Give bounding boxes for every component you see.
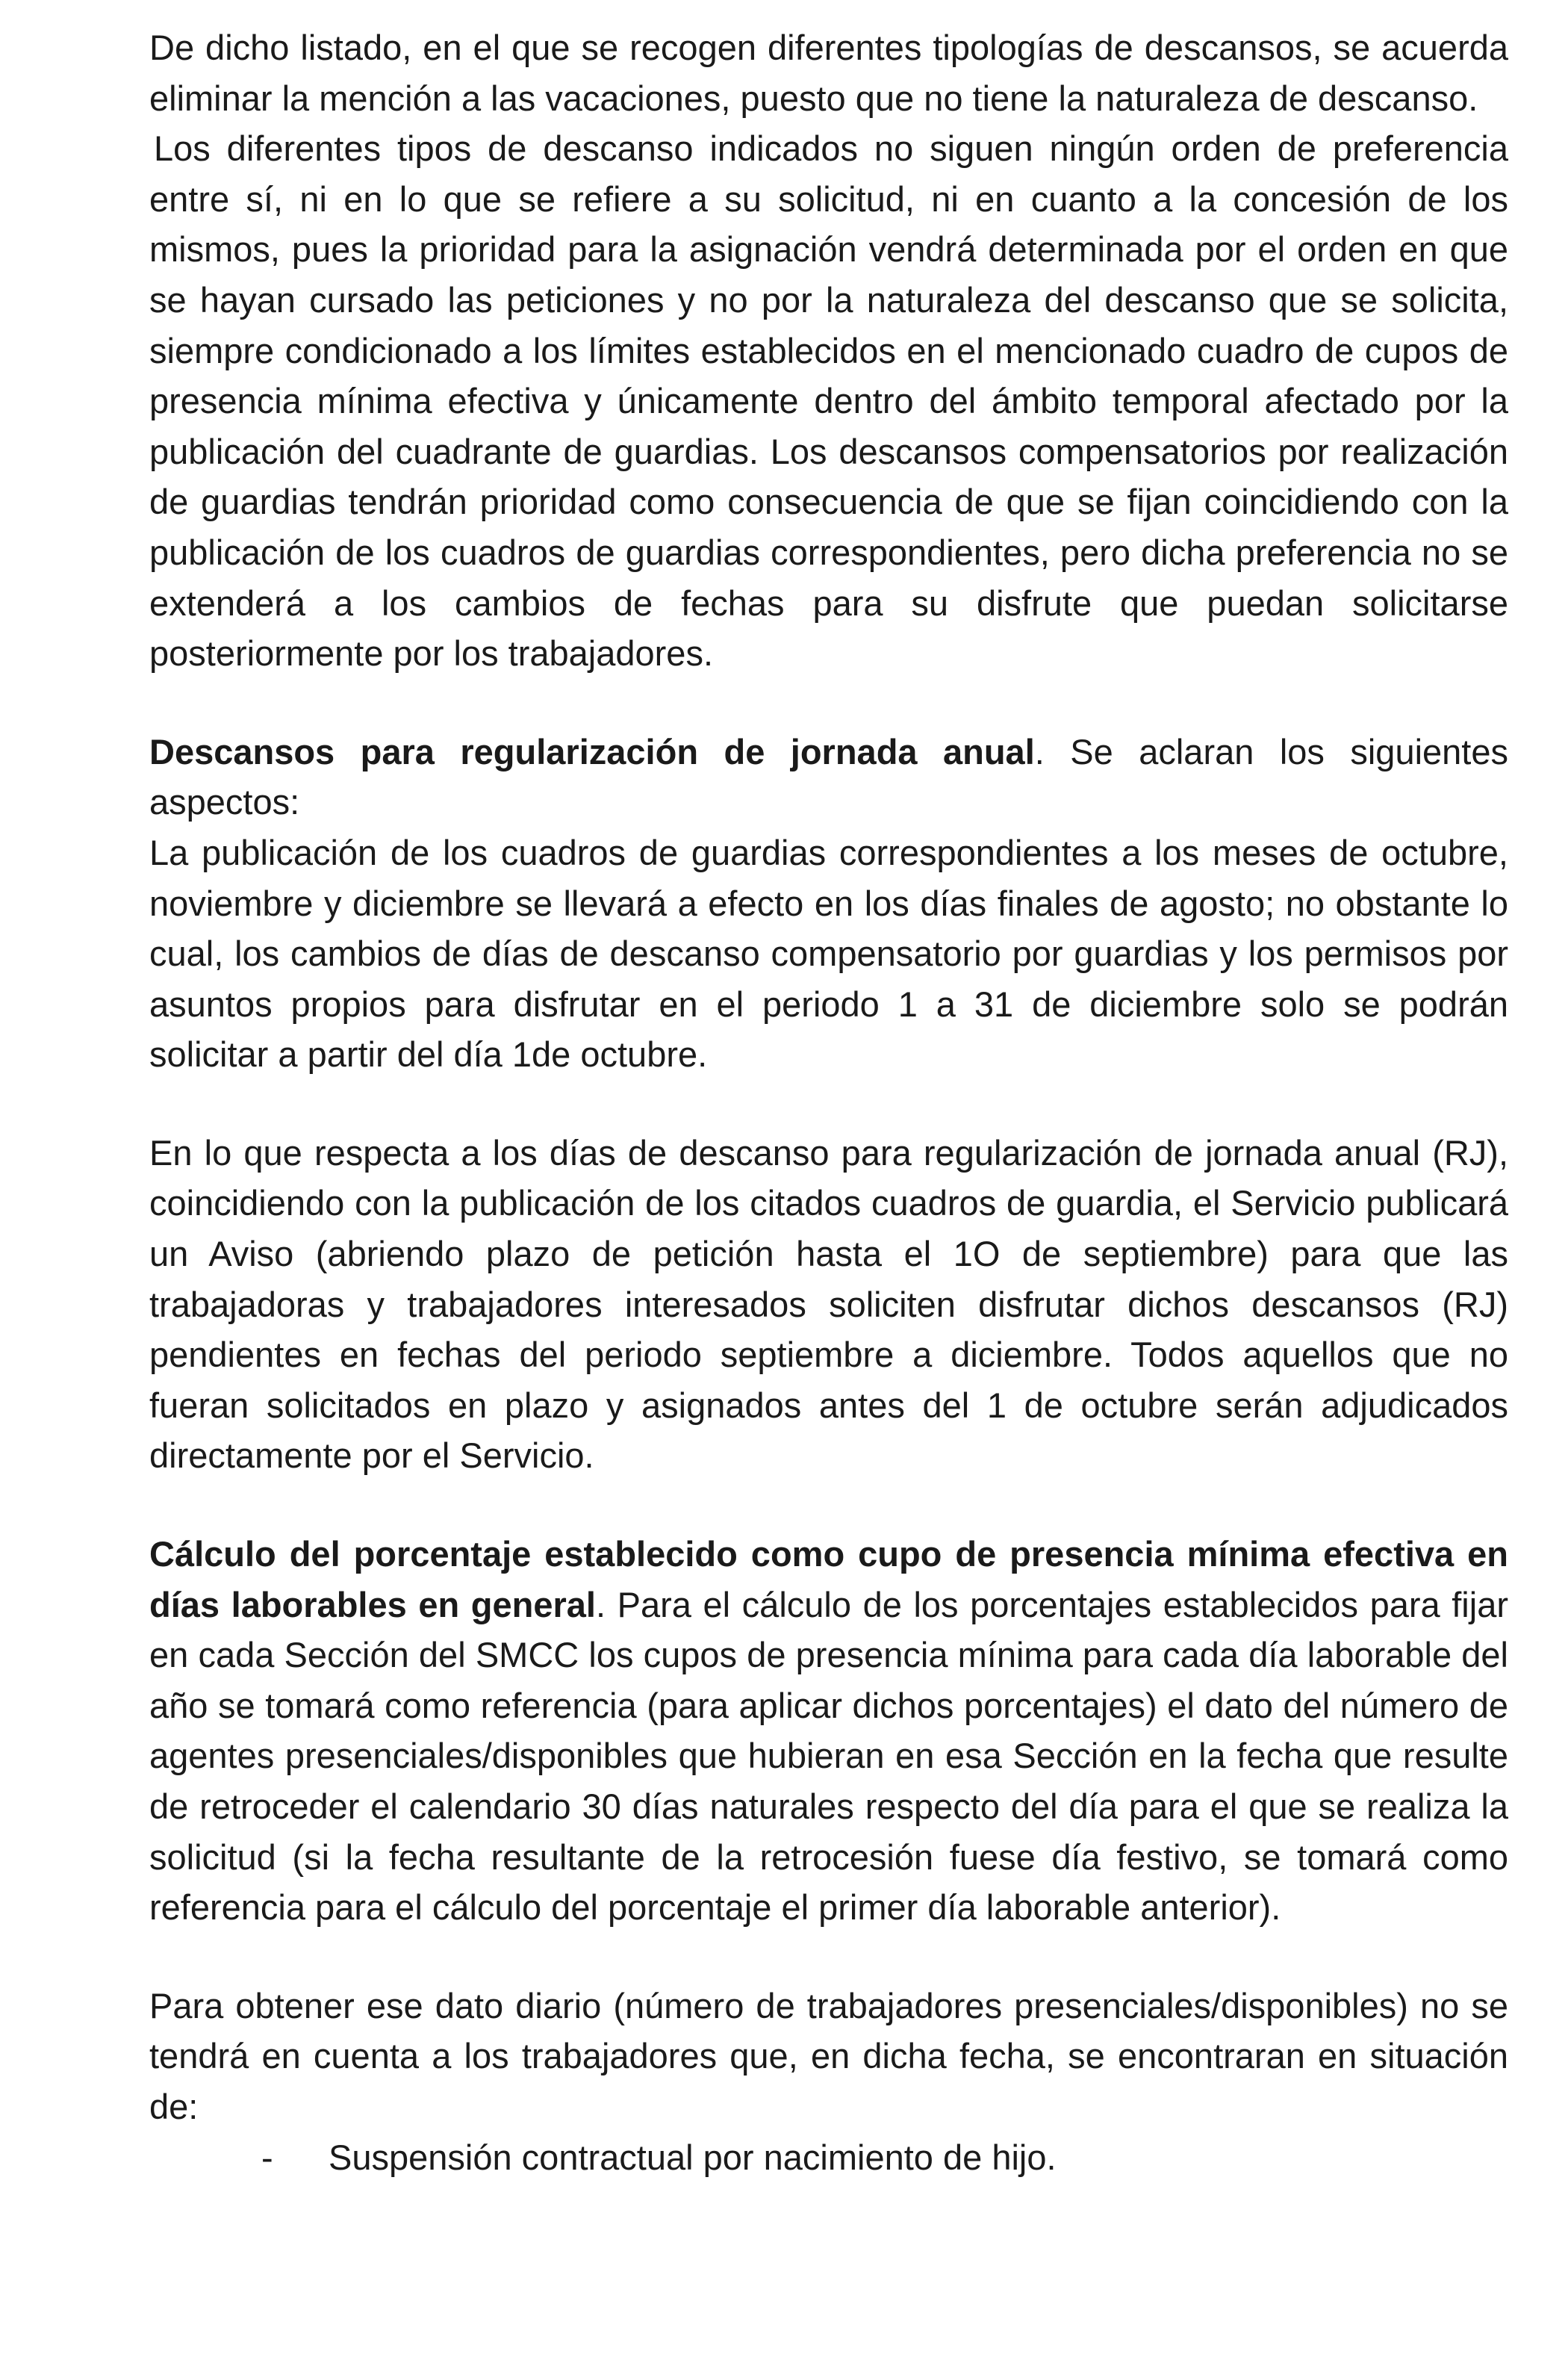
section-heading-calculo: Cálculo del porcentaje establecido como cupo de presencia mínima efectiva en días laborables en general xyxy=(149,1534,1508,1624)
section-heading-regularizacion: Descansos para regularización de jornada anual xyxy=(149,731,1035,772)
section-heading-calculo-rest: . Para el cálculo de los porcentajes establecidos para fijar en cada Sección del SMCC los cupos de presencia mínima para cada día laborable del año se tomará como referencia (para aplicar dichos porcentajes) el dato del número de agentes presenciales/disponibles que hubieran en esa Sección en la fecha que resulte de retroceder el calendario 30 días naturales respecto del día para el que se realiza la solicitud (si la fecha resultante de la retrocesión fuese día festivo, se tomará como referencia para el cálculo del porcentaje el primer día laborable anterior). xyxy=(149,1584,1508,1928)
paragraph-tipos-descanso: Los diferentes tipos de descanso indicados no siguen ningún orden de preferencia entre sí, ni en lo que se refiere a su solicitud, ni en cuanto a la concesión de los mismos, pues la prioridad para la asignación vendrá determinada por el orden en que se hayan cursado las peticiones y no por la naturaleza del descanso que se solicita, siempre condicionado a los límites establecidos en el mencionado cuadro de cupos de presencia mínima efectiva y únicamente dentro del ámbito temporal afectado por la publicación del cuadrante de guardias. Los descansos compensatorios por realización de guardias tendrán prioridad como consecuencia de que se fijan coincidiendo con la publicación de los cuadros de guardias correspondientes, pero dicha preferencia no se extenderá a los cambios de fechas para su disfrute que puedan solicitarse posteriormente por los trabajadores. xyxy=(149,128,1508,674)
paragraph-regularizacion-heading xyxy=(149,727,1508,828)
paragraph-regularizacion-rj: En lo que respecta a los días de descanso para regularización de jornada anual (RJ), coincidiendo con la publicación de los citados cuadros de guardia, el Servicio publicará un Aviso (abriendo plazo de petición hasta el 1O de septiembre) para que las trabajadoras y trabajadores interesados soliciten disfrutar dichos descansos (RJ) pendientes en fechas del periodo septiembre a diciembre. Todos aquellos que no fueran solicitados en plazo y asignados antes del 1 de octubre serán adjudicados directamente por el Servicio. xyxy=(149,1132,1508,1476)
paragraph-listado: De dicho listado, en el que se recogen diferentes tipologías de descansos, se acuerda eliminar la mención a las vacaciones, puesto que no tiene la naturaleza de descanso. xyxy=(149,28,1508,118)
paragraph-publicacion-cuadros: La publicación de los cuadros de guardias correspondientes a los meses de octubre, noviembre y diciembre se llevará a efecto en los días finales de agosto; no obstante lo cual, los cambios de días de descanso compensatorio por guardias y los permisos por asuntos propios para disfrutar en el periodo 1 a 31 de diciembre solo se podrán solicitar a partir del día 1de octubre. xyxy=(149,832,1508,1075)
list-item xyxy=(149,2132,1508,2183)
list-item-text: Suspensión contractual por nacimiento de hijo. xyxy=(329,2137,1057,2177)
section-heading-regularizacion-rest: . Se aclaran los siguientes aspectos: xyxy=(149,731,1508,822)
list-dash: - xyxy=(261,2137,273,2177)
paragraph-dato-diario: Para obtener ese dato diario (número de trabajadores presenciales/disponibles) no se tendrá en cuenta a los trabajadores que, en dicha fecha, se encontraran en situación de: xyxy=(149,1985,1508,2126)
document-page xyxy=(149,0,1508,2375)
paragraph-calculo-porcentaje xyxy=(149,1529,1508,1933)
